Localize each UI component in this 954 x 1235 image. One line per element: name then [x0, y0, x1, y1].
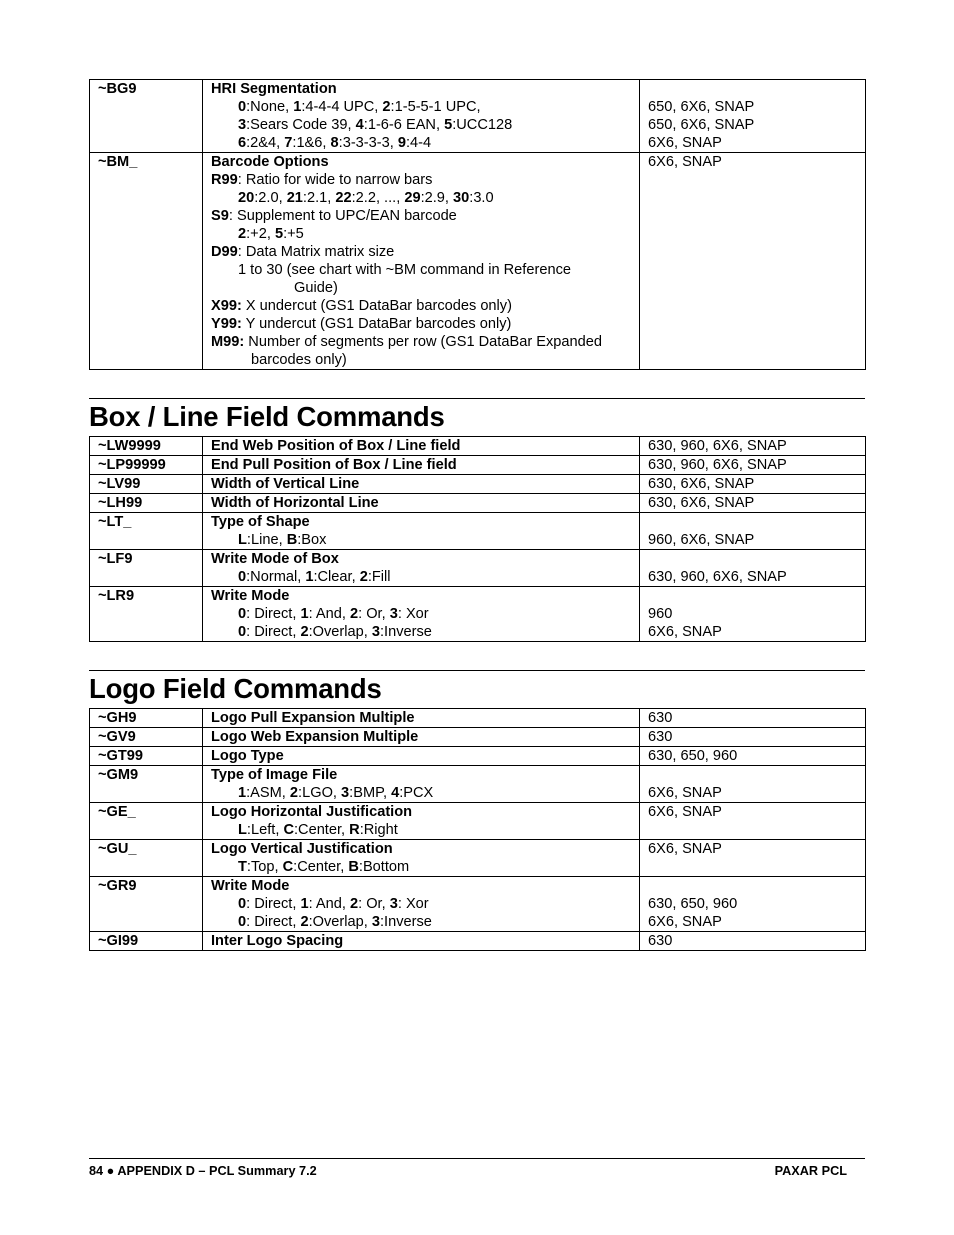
support-value: 630, 960, 6X6, SNAP — [648, 457, 787, 473]
command-row — [90, 766, 866, 803]
command-detail-line: 20:2.0, 21:2.1, 22:2.2, ..., 29:2.9, 30:3.0 — [238, 190, 494, 206]
footer-product-name: PAXAR PCL — [774, 1164, 847, 1178]
logo-commands-table — [89, 708, 866, 951]
footer-page-label: 84 ● APPENDIX D – PCL Summary 7.2 — [89, 1164, 317, 1178]
command-detail-line: L:Left, C:Center, R:Right — [238, 822, 398, 838]
command-description — [203, 803, 640, 840]
command-detail-line: Y99: Y undercut (GS1 DataBar barcodes only) — [211, 316, 512, 332]
command-code: ~GM9 — [90, 766, 203, 803]
command-detail-line: L:Line, B:Box — [238, 532, 327, 548]
command-detail-line: 0: Direct, 2:Overlap, 3:Inverse — [238, 914, 432, 930]
command-row — [90, 475, 866, 494]
command-description — [203, 153, 640, 370]
command-detail-line: D99: Data Matrix matrix size — [211, 244, 395, 260]
support-value: 630, 650, 960 — [648, 896, 738, 912]
command-title: Write Mode — [211, 588, 290, 604]
command-support — [640, 877, 866, 932]
command-description — [203, 550, 640, 587]
support-value: 630 — [648, 729, 673, 745]
command-row — [90, 728, 866, 747]
command-row — [90, 80, 866, 153]
command-detail-line: 6:2&4, 7:1&6, 8:3-3-3-3, 9:4-4 — [238, 135, 432, 151]
command-detail-line: 2:+2, 5:+5 — [238, 226, 304, 242]
command-title: End Web Position of Box / Line field — [211, 438, 461, 454]
command-description — [203, 475, 640, 494]
command-description — [203, 437, 640, 456]
command-code: ~LH99 — [90, 494, 203, 513]
support-value: 630, 6X6, SNAP — [648, 495, 755, 511]
command-row — [90, 153, 866, 370]
support-value: 6X6, SNAP — [648, 785, 722, 801]
command-code: ~LP99999 — [90, 456, 203, 475]
command-title: Inter Logo Spacing — [211, 933, 344, 949]
support-value: 630, 650, 960 — [648, 748, 738, 764]
section-heading: Box / Line Field Commands — [89, 401, 445, 432]
support-value: 6X6, SNAP — [648, 624, 722, 640]
command-detail-line: 0:None, 1:4-4-4 UPC, 2:1-5-5-1 UPC, — [238, 99, 481, 115]
command-support — [640, 153, 866, 370]
support-value: 960 — [648, 606, 673, 622]
command-description — [203, 840, 640, 877]
command-code: ~GI99 — [90, 932, 203, 951]
command-row — [90, 494, 866, 513]
support-value: 630 — [648, 710, 673, 726]
command-detail-line: 0: Direct, 1: And, 2: Or, 3: Xor — [238, 896, 429, 912]
command-row — [90, 587, 866, 642]
command-code: ~GV9 — [90, 728, 203, 747]
command-title: Logo Vertical Justification — [211, 841, 393, 857]
command-detail-line: X99: X undercut (GS1 DataBar barcodes only) — [211, 298, 512, 314]
command-code: ~LV99 — [90, 475, 203, 494]
command-row — [90, 803, 866, 840]
command-row — [90, 840, 866, 877]
support-value: 630, 960, 6X6, SNAP — [648, 438, 787, 454]
command-title: Logo Horizontal Justification — [211, 804, 413, 820]
command-support — [640, 475, 866, 494]
command-row — [90, 550, 866, 587]
page-content — [89, 79, 865, 951]
command-row — [90, 709, 866, 728]
command-detail-line: 1:ASM, 2:LGO, 3:BMP, 4:PCX — [238, 785, 434, 801]
support-value: 650, 6X6, SNAP — [648, 99, 755, 115]
box-line-commands-table — [89, 436, 866, 642]
command-support — [640, 456, 866, 475]
command-detail-line: S9: Supplement to UPC/EAN barcode — [211, 208, 457, 224]
command-description — [203, 494, 640, 513]
command-support — [640, 587, 866, 642]
command-title: Write Mode of Box — [211, 551, 339, 567]
command-description — [203, 709, 640, 728]
support-value: 6X6, SNAP — [648, 135, 722, 151]
support-value: 960, 6X6, SNAP — [648, 532, 755, 548]
command-code: ~GT99 — [90, 747, 203, 766]
command-code: ~GE_ — [90, 803, 203, 840]
command-support — [640, 550, 866, 587]
support-value: 630 — [648, 933, 673, 949]
command-support — [640, 840, 866, 877]
command-support — [640, 766, 866, 803]
command-title: End Pull Position of Box / Line field — [211, 457, 457, 473]
command-title: Width of Horizontal Line — [211, 495, 379, 511]
command-support — [640, 709, 866, 728]
command-support — [640, 80, 866, 153]
command-support — [640, 803, 866, 840]
command-code: ~BM_ — [90, 153, 203, 370]
barcode-commands-table — [89, 79, 866, 370]
command-row — [90, 513, 866, 550]
command-title: Logo Type — [211, 748, 284, 764]
command-description — [203, 877, 640, 932]
command-detail-line: R99: Ratio for wide to narrow bars — [211, 172, 433, 188]
support-value: 650, 6X6, SNAP — [648, 117, 755, 133]
command-detail-line: Guide) — [294, 280, 338, 296]
command-title: Barcode Options — [211, 154, 329, 170]
command-row — [90, 747, 866, 766]
command-support — [640, 728, 866, 747]
command-detail-line: 0: Direct, 2:Overlap, 3:Inverse — [238, 624, 432, 640]
command-row — [90, 877, 866, 932]
command-support — [640, 494, 866, 513]
page-footer — [89, 1158, 865, 1178]
command-description — [203, 587, 640, 642]
command-title: HRI Segmentation — [211, 81, 337, 97]
command-detail-line: 0:Normal, 1:Clear, 2:Fill — [238, 569, 391, 585]
command-code: ~LT_ — [90, 513, 203, 550]
command-detail-line: 1 to 30 (see chart with ~BM command in Reference — [238, 262, 571, 278]
command-row — [90, 932, 866, 951]
command-support — [640, 747, 866, 766]
command-detail-line: 0: Direct, 1: And, 2: Or, 3: Xor — [238, 606, 429, 622]
command-description — [203, 747, 640, 766]
section-box-line — [89, 398, 865, 436]
command-description — [203, 728, 640, 747]
command-detail-line: M99: Number of segments per row (GS1 DataBar Expanded — [211, 334, 602, 350]
command-code: ~LW9999 — [90, 437, 203, 456]
command-description — [203, 932, 640, 951]
command-detail-line: barcodes only) — [251, 352, 347, 368]
command-description — [203, 80, 640, 153]
command-code: ~GR9 — [90, 877, 203, 932]
command-support — [640, 513, 866, 550]
command-support — [640, 932, 866, 951]
command-detail-line: 3:Sears Code 39, 4:1-6-6 EAN, 5:UCC128 — [238, 117, 513, 133]
command-title: Write Mode — [211, 878, 290, 894]
section-logo — [89, 670, 865, 708]
command-title: Type of Image File — [211, 767, 338, 783]
command-code: ~GH9 — [90, 709, 203, 728]
command-row — [90, 437, 866, 456]
command-detail-line: T:Top, C:Center, B:Bottom — [238, 859, 410, 875]
command-description — [203, 766, 640, 803]
support-value: 630, 6X6, SNAP — [648, 476, 755, 492]
support-value: 6X6, SNAP — [648, 914, 722, 930]
support-value: 6X6, SNAP — [648, 841, 722, 857]
command-title: Width of Vertical Line — [211, 476, 360, 492]
command-description — [203, 513, 640, 550]
command-code: ~BG9 — [90, 80, 203, 153]
support-value: 6X6, SNAP — [648, 154, 722, 170]
command-code: ~LR9 — [90, 587, 203, 642]
section-heading: Logo Field Commands — [89, 673, 382, 704]
command-title: Logo Pull Expansion Multiple — [211, 710, 415, 726]
support-value: 630, 960, 6X6, SNAP — [648, 569, 787, 585]
command-row — [90, 456, 866, 475]
command-code: ~LF9 — [90, 550, 203, 587]
command-description — [203, 456, 640, 475]
support-value: 6X6, SNAP — [648, 804, 722, 820]
command-title: Type of Shape — [211, 514, 310, 530]
command-title: Logo Web Expansion Multiple — [211, 729, 419, 745]
command-support — [640, 437, 866, 456]
command-code: ~GU_ — [90, 840, 203, 877]
